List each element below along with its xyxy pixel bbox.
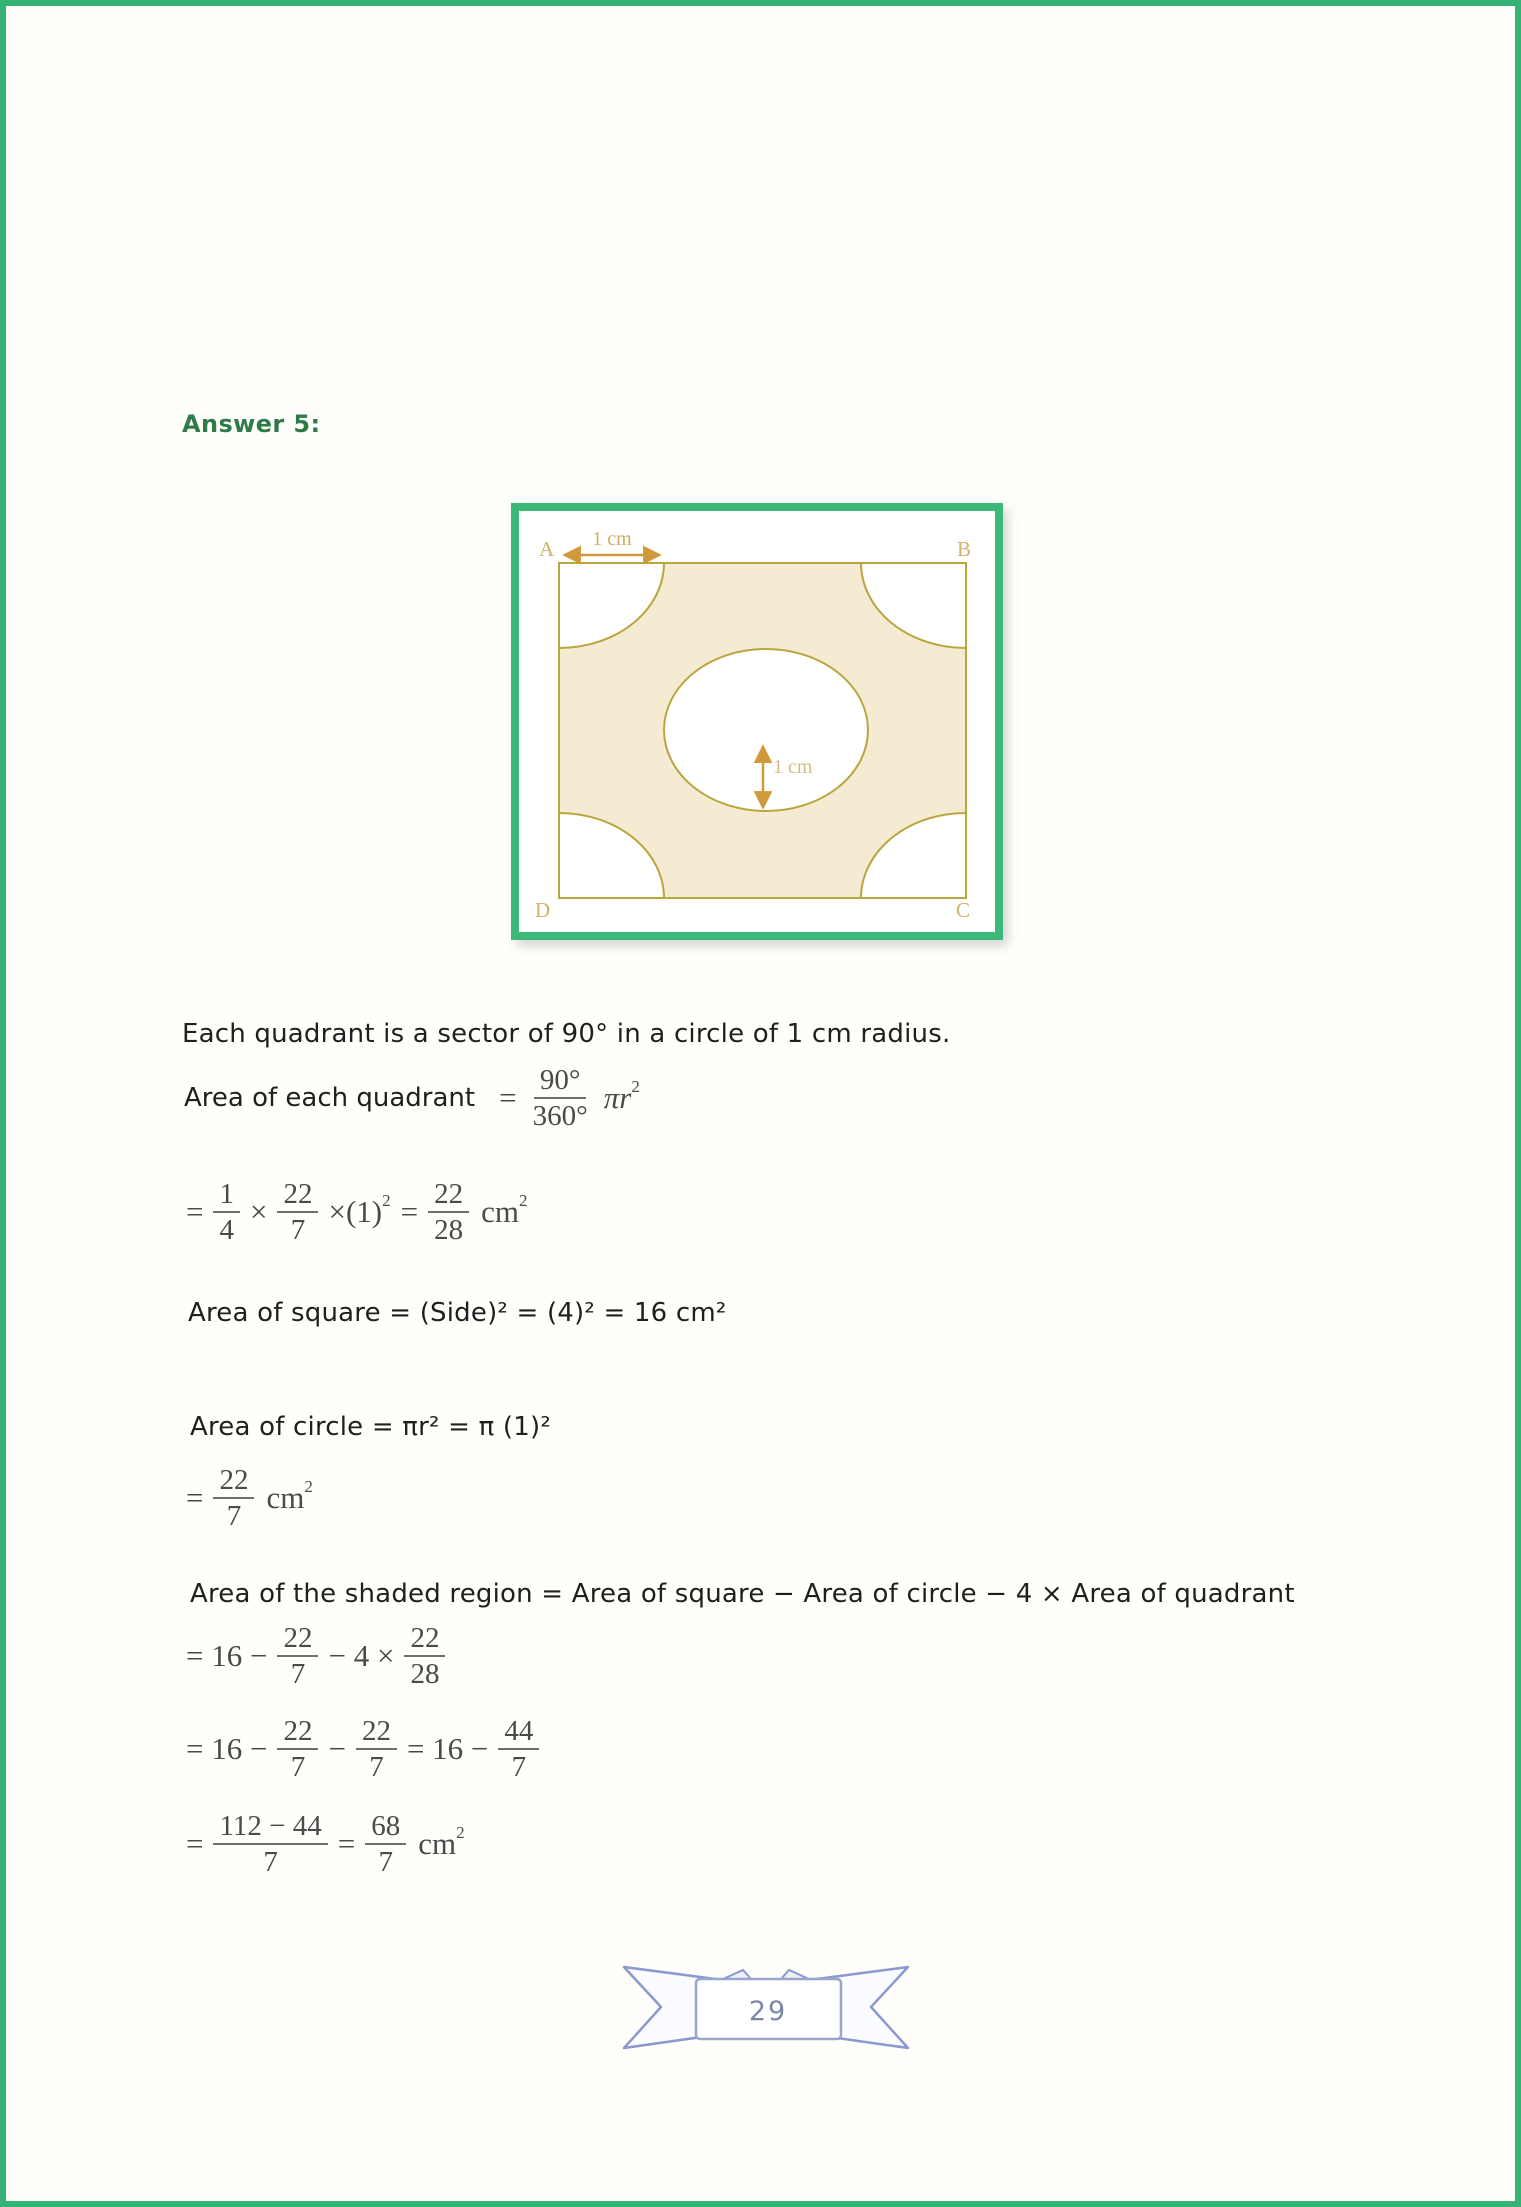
- shaded-step3-row: [186, 1810, 465, 1879]
- equals-sign: = 16 −: [186, 1638, 268, 1674]
- ribbon-fold-right: [781, 1970, 809, 1979]
- square-area-line: Area of square = (Side)² = (4)² = 16 cm²: [188, 1298, 727, 1328]
- shaded-region-line: Area of the shaded region = Area of square − Area of circle − 4 × Area of quadrant: [190, 1579, 1295, 1609]
- fraction: $\frac{112 - 44}{7}$: [213, 1810, 327, 1879]
- dimension-label-top: 1 cm: [592, 528, 632, 550]
- times-sign: ×: [249, 1194, 268, 1230]
- center-circle: [664, 649, 868, 811]
- dimension-label-radius: 1 cm: [773, 756, 813, 778]
- equals-sign: = 16 −: [406, 1731, 489, 1767]
- fraction: [527, 1064, 594, 1133]
- minus-times-sign: − 4 ×: [328, 1638, 395, 1674]
- quadrant-label: Area of each quadrant: [184, 1083, 476, 1114]
- shaded-step1-row: [186, 1622, 445, 1691]
- fraction: $\frac{22}{7}$: [277, 1178, 318, 1247]
- quadrant-area-row: [184, 1064, 640, 1133]
- circle-area-line: Area of circle = πr² = π (1)²: [190, 1412, 551, 1442]
- figure-frame: [511, 503, 1003, 940]
- shaded-step2-row: [186, 1715, 539, 1784]
- fraction-denominator: 360°: [532, 1100, 588, 1133]
- fraction: $\frac{22}{28}$: [428, 1178, 469, 1247]
- label-corner-d: D: [535, 898, 551, 922]
- figure-diagram: [519, 511, 995, 932]
- fraction: $\frac{22}{7}$: [213, 1464, 254, 1533]
- fraction: $\frac{22}{7}$: [277, 1715, 318, 1784]
- fraction: $\frac{1}{4}$: [213, 1178, 240, 1247]
- equals-sign: =: [400, 1194, 419, 1230]
- unit-cm-squared: cm $^2$: [266, 1476, 313, 1516]
- minus-sign: −: [328, 1731, 346, 1767]
- unit-cm-squared: cm $^2$: [481, 1190, 528, 1230]
- equals-sign: =: [186, 1826, 204, 1862]
- equals-sign: =: [186, 1480, 204, 1516]
- times-one-squared: ×(1) $^2$: [328, 1190, 391, 1230]
- solution-intro: Each quadrant is a sector of 90° in a circle of 1 cm radius.: [182, 1019, 951, 1049]
- unit-cm-squared: cm $^2$: [418, 1822, 465, 1862]
- fraction: $\frac{44}{7}$: [498, 1715, 539, 1784]
- label-corner-c: C: [956, 898, 971, 922]
- quadrant-calc-row: [186, 1178, 528, 1247]
- answer-heading: Answer 5:: [182, 410, 321, 438]
- fraction: $\frac{22}{7}$: [356, 1715, 397, 1784]
- equals-sign: =: [499, 1080, 517, 1116]
- fraction-numerator: 90°: [534, 1064, 587, 1099]
- equals-sign: =: [186, 1194, 204, 1230]
- pi-r-squared: πr $^2$: [603, 1076, 640, 1116]
- circle-calc-row: [186, 1464, 313, 1533]
- label-corner-b: B: [957, 537, 972, 561]
- label-corner-a: A: [539, 537, 555, 561]
- page-number: 29: [748, 1996, 788, 2027]
- fraction: $\frac{22}{7}$: [277, 1622, 318, 1691]
- fraction: $\frac{68}{7}$: [365, 1810, 406, 1879]
- fraction: $\frac{22}{28}$: [404, 1622, 445, 1691]
- page-number-ribbon: [611, 1951, 921, 2066]
- equals-sign: = 16 −: [186, 1731, 268, 1767]
- ribbon-fold-left: [723, 1970, 751, 1979]
- equals-sign: =: [337, 1826, 356, 1862]
